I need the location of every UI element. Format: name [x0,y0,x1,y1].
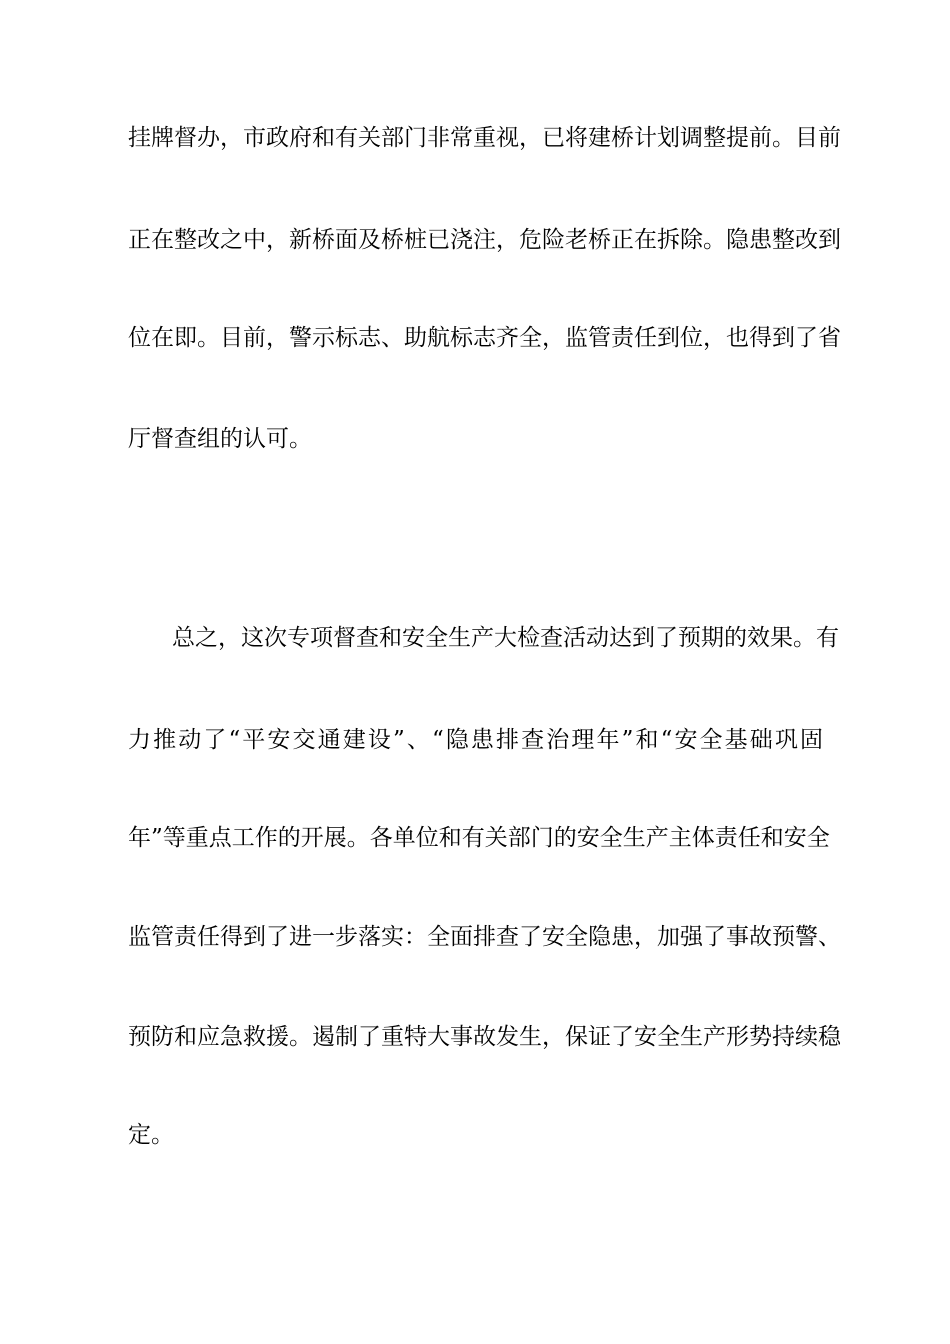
paragraph-2-line-5: 预防和应急救援。遏制了重特大事故发生，保证了安全生产形势持续稳 [128,1024,841,1050]
paragraph-2-line-3: 年”等重点工作的开展。各单位和有关部门的安全生产主体责任和安全 [128,825,830,851]
paragraph-2-line-6: 定。 [128,1122,174,1148]
paragraph-1-line-1: 挂牌督办，市政府和有关部门非常重视，已将建桥计划调整提前。目前 [128,125,841,151]
paragraph-2-line-4: 监管责任得到了进一步落实：全面排查了安全隐患，加强了事故预警、 [128,924,841,950]
paragraph-1-line-4: 厅督查组的认可。 [128,426,312,452]
paragraph-1-line-3: 位在即。目前，警示标志、助航标志齐全，监管责任到位，也得到了省 [128,325,841,351]
paragraph-1-line-2: 正在整改之中，新桥面及桥桩已浇注，危险老桥正在拆除。隐患整改到 [128,227,841,253]
paragraph-2-line-2: 力推动了“平安交通建设”、“隐患排查治理年”和“安全基础巩固 [128,727,823,753]
paragraph-2-line-1: 总之，这次专项督查和安全生产大检查活动达到了预期的效果。有 [172,625,839,651]
